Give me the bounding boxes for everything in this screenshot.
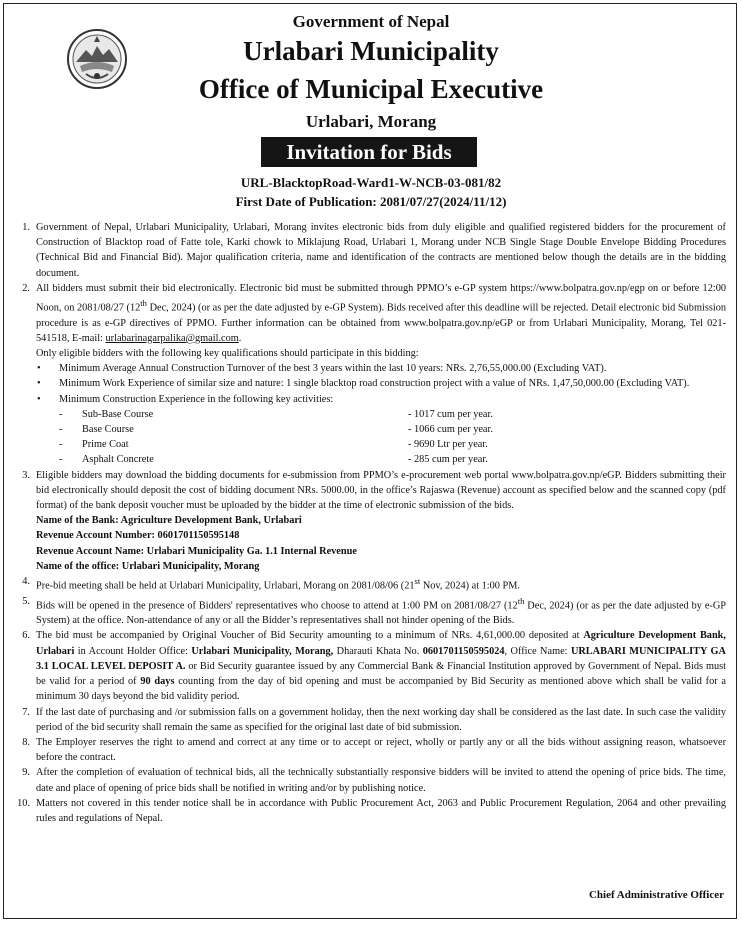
clause-text: counting from the day of bid opening and must be accompanied by Bid Security as mentioned above which shall be valid for a minimum 30 days beyond the bid validity period. — [36, 676, 726, 703]
bullet-text: Minimum Average Annual Construction Turnover of the best 3 years within the last 10 years: NRs. 2,76,55,000.00 (Excluding VAT). — [59, 363, 607, 375]
bold-text: 90 days — [140, 676, 175, 688]
bullet-text: Minimum Work Experience of similar size and nature: 1 single blacktop road construction project with a value of NRs. 1,47,50,000.00 (Excluding VAT). — [59, 378, 690, 390]
clause-6 — [12, 628, 726, 704]
clause-text: The bid must be accompanied by Original Voucher of Bid Security amounting to a minimum of NRs. 4,61,000.00 deposited at — [36, 630, 584, 642]
superscript: st — [414, 576, 421, 587]
qualification-bullet — [12, 376, 726, 391]
office-heading: Office of Municipal Executive — [198, 74, 544, 104]
clause-text: Pre-bid meeting shall be held at Urlabari Municipality, Urlabari, Morang on 2081/08/06 (21 — [36, 580, 415, 592]
clause-number: 3. — [22, 469, 30, 481]
signature-title: Chief Administrative Officer — [588, 889, 724, 901]
activity-dash: - — [59, 408, 63, 420]
activity-quantity: - 1017 cum per year. — [408, 408, 493, 420]
clause-text: Dharauti Khata No. — [333, 645, 423, 657]
clause-text: Dec, 2024) (or as per the date adjusted by e-GP System). Bids received after this deadline will be rejected. Detail electronic bid Submission procedure is as e-GP directives of PPMO. Further information can be obtained from www.bolpatra.gov.np/eGP or from Urlabari Municipality, Morang, Tel 021-541518, E-mail: — [36, 302, 726, 344]
bold-text: URLABARI MUNICIPALITY GA 3.1 LOCAL LEVEL DEPOSIT A. — [36, 645, 726, 672]
clause-text: All bidders must submit their bid electronically. Electronic bid must be submitted through PPMO’s e-GP system https://www.bolpatra.gov.np/egp on or before 12:00 Noon, on 2081/08/27 (12 — [36, 282, 726, 314]
place-heading: Urlabari, Morang — [305, 112, 437, 131]
activity-dash: - — [59, 439, 63, 451]
superscript: th — [140, 298, 147, 309]
office-name: Name of the office: Urlabari Municipality, Morang — [36, 560, 260, 572]
clause-text: Eligible bidders may download the bidding documents for e-submission from PPMO’s e-procurement web portal www.bolpatra.gov.np/eGP. Bidders submitting their bid electronically should deposit the cost of bidding document NRs. 5000.00, in the office’s Rajaswa (Revenue) account as specified below and the scanned copy (pdf format) of the bank deposit voucher must be uploaded by the bidder at the time of electronic submission of the bids. — [36, 469, 726, 512]
activity-dash: - — [59, 454, 63, 466]
clause-text: Matters not covered in this tender notice shall be in accordance with Public Procurement Act, 2063 and Public Procurement Regulation, 2064 and other prevailing rules and regulations of Nepal. — [36, 797, 726, 824]
clause-number: 8. — [22, 736, 30, 748]
bullet-text: Minimum Construction Experience in the following key activities: — [59, 393, 334, 405]
municipality-heading: Urlabari Municipality — [243, 36, 499, 66]
bank-name: Name of the Bank: Agriculture Development Bank, Urlabari — [36, 515, 302, 527]
clause-3 — [12, 468, 726, 514]
clause-2 — [12, 281, 726, 346]
clause-text: Dec, 2024) (or as per the date adjusted by e-GP System) at the office. Non-attendance of any or all the Bidder’s representatives shall not hinder opening of the Bids. — [36, 600, 726, 627]
clause-text: in Account Holder Office: — [74, 645, 192, 657]
title-banner: Invitation for Bids — [261, 137, 477, 167]
bullet-icon: • — [37, 363, 41, 375]
clause-number: 7. — [22, 706, 30, 718]
clause-number: 10. — [17, 797, 30, 809]
clause-1 — [12, 220, 726, 281]
clause-number: 4. — [22, 576, 30, 588]
email-link[interactable]: urlabarinagarpalika@gmail.com — [105, 332, 239, 344]
activity-name: Sub-Base Course — [82, 408, 154, 420]
activity-row — [12, 437, 726, 452]
revenue-account-number: Revenue Account Number: 0601701150595148 — [36, 530, 240, 542]
clause-text: After the completion of evaluation of technical bids, all the technically substantially responsive bidders will be invited to attend the opening of price bids. The time, date and place of opening of price bids shall be notified in writing and/or by publishing notice. — [36, 767, 726, 794]
activity-row — [12, 422, 726, 437]
activity-name: Asphalt Concrete — [82, 454, 154, 466]
activity-quantity: - 9690 Ltr per year. — [408, 439, 488, 451]
activity-row — [12, 407, 726, 422]
clause-5 — [12, 594, 726, 629]
clause-number: 2. — [22, 282, 30, 294]
clause-8 — [12, 735, 726, 765]
qualification-bullet — [12, 392, 726, 407]
activity-name: Base Course — [82, 424, 134, 436]
bullet-icon: • — [37, 393, 41, 405]
clause-text: or Bid Security guarantee issued by any Commercial Bank & Financial Institution approved by Government of Nepal. Bids must be valid for a period of — [36, 660, 726, 688]
clause-text: , Office Name: — [504, 645, 571, 657]
superscript: th — [517, 595, 525, 606]
eligibility-intro: Only eligible bidders with the following key qualifications should participate in this bidding: — [36, 348, 419, 360]
clause-10 — [12, 796, 726, 826]
bold-text: Urlabari Municipality, Morang, — [191, 645, 334, 657]
bullet-icon: • — [37, 378, 41, 390]
clause-text: The Employer reserves the right to amend and correct at any time or to accept or reject, wholly or partly any or all the bids without assigning reason, whatsoever before the contract. — [36, 736, 726, 764]
qualification-bullet — [12, 361, 726, 376]
reference-number: URL-BlacktopRoad-Ward1-W-NCB-03-081/82 — [240, 175, 502, 190]
activity-name: Prime Coat — [82, 439, 129, 451]
clause-9 — [12, 765, 726, 795]
clause-number: 6. — [22, 630, 30, 642]
activity-quantity: - 1066 cum per year. — [408, 424, 493, 436]
clause-text: Nov, 2024) at 1:00 PM. — [420, 580, 520, 592]
bold-text: 0601701150595024 — [422, 645, 505, 657]
clause-text: Bids will be opened in the presence of Bidders' representatives who choose to attend at 1:00 PM on 2081/08/27 (12 — [36, 600, 518, 612]
clause-text: Government of Nepal, Urlabari Municipality, Urlabari, Morang invites electronic bids from duly eligible and qualified registered bidders for the procurement of Construction of Blacktop road of Fatte tole, Karki chowk to Miklajung Road, Urlabari 1, Morang under NCB Single Stage Double Envelope Bidding Procedures (Technical Bid and Financial Bid). Major qualification criteria, name and identification of the contracts are mentioned below though the details are in the bidding document. — [36, 222, 726, 279]
revenue-account-name: Revenue Account Name: Urlabari Municipality Ga. 1.1 Internal Revenue — [36, 545, 357, 557]
notice-body — [12, 220, 726, 826]
bold-text: Agriculture Development Bank, Urlabari — [36, 630, 726, 657]
clause-text: If the last date of purchasing and /or submission falls on a government holiday, then the next working day shall be considered as the last date. In such case the validity period of the bid security shall remain the same as specified for the original last date of bid submission. — [36, 706, 726, 733]
clause-number: 9. — [22, 767, 30, 779]
publication-date: First Date of Publication: 2081/07/27(2024/11/12) — [235, 194, 507, 209]
activity-quantity: - 285 cum per year. — [408, 454, 488, 466]
clause-number: 5. — [22, 595, 30, 607]
clause-number: 1. — [22, 222, 30, 233]
clause-4 — [12, 574, 726, 594]
clause-7 — [12, 705, 726, 735]
activity-row — [12, 452, 726, 467]
government-heading: Government of Nepal — [292, 12, 450, 31]
activity-dash: - — [59, 424, 63, 436]
clause-text: . — [238, 332, 242, 344]
